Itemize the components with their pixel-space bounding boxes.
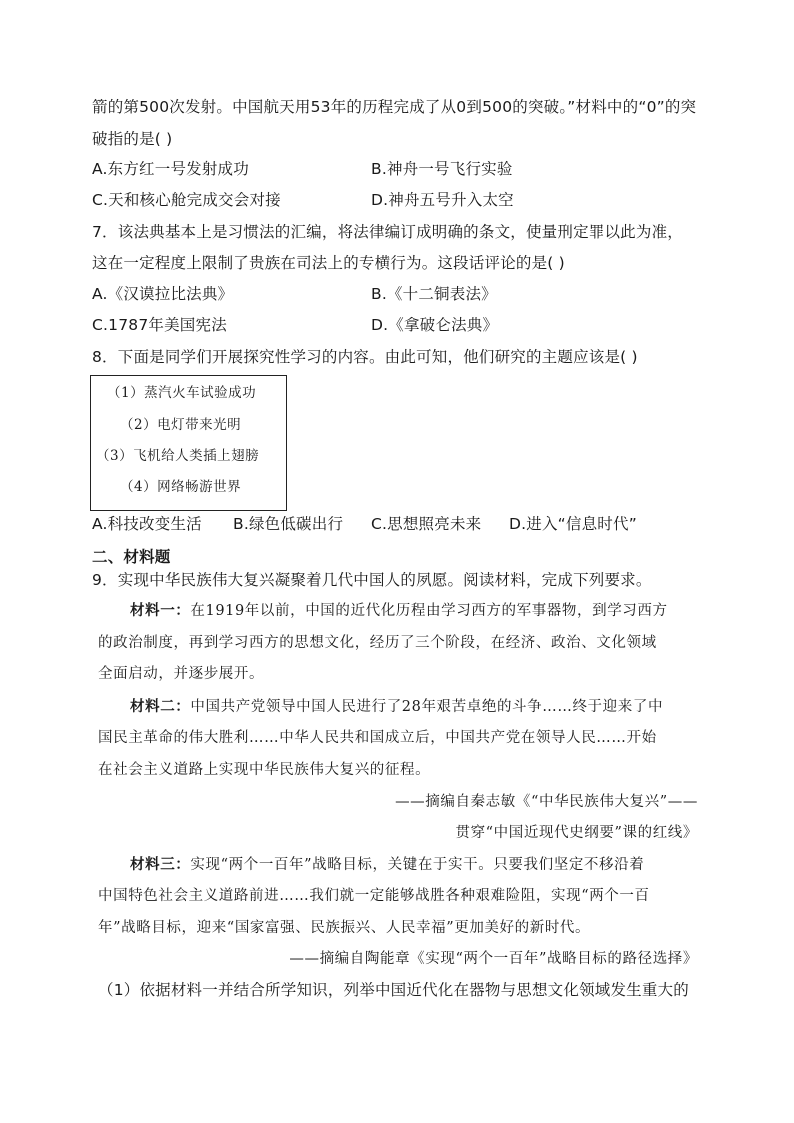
material-2-text-1: 中国共产党领导中国人民进行了28年艰苦卓绝的斗争……终于迎来了中 [190,699,664,715]
material-3-line-2: 中国特色社会主义道路前进……我们就一定能够战胜各种艰难险阻，实现“两个一百 [98,888,650,904]
box-item-4: （4）网络畅游世界 [120,479,242,495]
q8-option-a: A.科技改变生活 [92,515,202,533]
q6-option-c: C.天和核心舱完成交会对接 [92,191,281,209]
q8-option-c: C.思想照亮未来 [371,515,482,533]
q7-option-d: D.《拿破仑法典》 [371,316,499,334]
q8-topic-box [90,375,287,511]
material-1-text-1: 在1919年以前，中国的近代化历程由学习西方的军事器物，到学习西方 [190,603,668,619]
box-item-1: （1）蒸汽火车试验成功 [107,385,257,401]
material-3-label: 材料三： [130,856,191,873]
material-2-line-2: 国民主革命的伟大胜利……中华人民共和国成立后，中国共产党在领导人民……开始 [98,730,657,746]
material-1-line-2: 的政治制度，再到学习西方的思想文化，经历了三个阶段，在经济、政治、文化领域 [98,635,657,651]
material-1-label: 材料一： [130,602,191,619]
material-2-source-line-1: ——摘编自秦志敏《“中华民族伟大复兴”—— [395,794,698,810]
q6-option-b: B.神舟一号飞行实验 [371,160,513,178]
q7-option-c: C.1787年美国宪法 [92,316,227,334]
q7-option-a: A.《汉谟拉比法典》 [92,285,234,303]
box-item-2: （2）电灯带来光明 [120,417,242,433]
material-2-label: 材料二： [130,698,191,715]
material-2-line-1 [130,696,663,718]
q7-stem-line-1: 7．该法典基本上是习惯法的汇编，将法律编订成明确的条文，使量刑定罪以此为准， [92,223,683,241]
q6-option-a: A.东方红一号发射成功 [92,160,249,178]
material-3-line-1 [130,854,644,876]
material-3-source: ——摘编自陶能章《实现“两个一百年”战略目标的路径选择》 [289,951,698,967]
q7-stem-line-2: 这在一定程度上限制了贵族在司法上的专横行为。这段话评论的是( ) [92,254,565,272]
box-item-3: （3）飞机给人类插上翅膀 [96,448,260,464]
material-1-line-1 [130,600,668,622]
section-heading: 二、材料题 [92,548,171,566]
q6-stem-line-1: 箭的第500次发射。中国航天用53年的历程完成了从0到500的突破。”材料中的“0”的突 [92,98,697,116]
q7-option-b: B.《十二铜表法》 [371,285,497,303]
q8-option-b: B.绿色低碳出行 [233,515,344,533]
material-3-line-3: 年”战略目标，迎来“国家富强、民族振兴、人民幸福”更加美好的新时代。 [98,920,591,936]
q9-intro: 9．实现中华民族伟大复兴凝聚着几代中国人的夙愿。阅读材料，完成下列要求。 [92,571,652,589]
q8-option-d: D.进入“信息时代” [509,515,637,533]
material-1-line-3: 全面启动，并逐步展开。 [98,666,265,682]
q9-subquestion-1: （1）依据材料一并结合所学知识，列举中国近代化在器物与思想文化领域发生重大的 [98,981,689,999]
material-3-text-1: 实现“两个一百年”战略目标，关键在于实干。只要我们坚定不移沿着 [190,857,645,873]
q8-stem: 8．下面是同学们开展探究性学习的内容。由此可知，他们研究的主题应该是( ) [92,348,638,366]
material-2-line-3: 在社会主义道路上实现中华民族伟大复兴的征程。 [98,762,431,778]
q6-stem-line-2: 破指的是( ) [92,130,173,148]
q6-option-d: D.神舟五号升入太空 [371,191,514,209]
material-2-source-line-2: 贯穿“中国近现代史纲要”课的红线》 [455,825,698,841]
